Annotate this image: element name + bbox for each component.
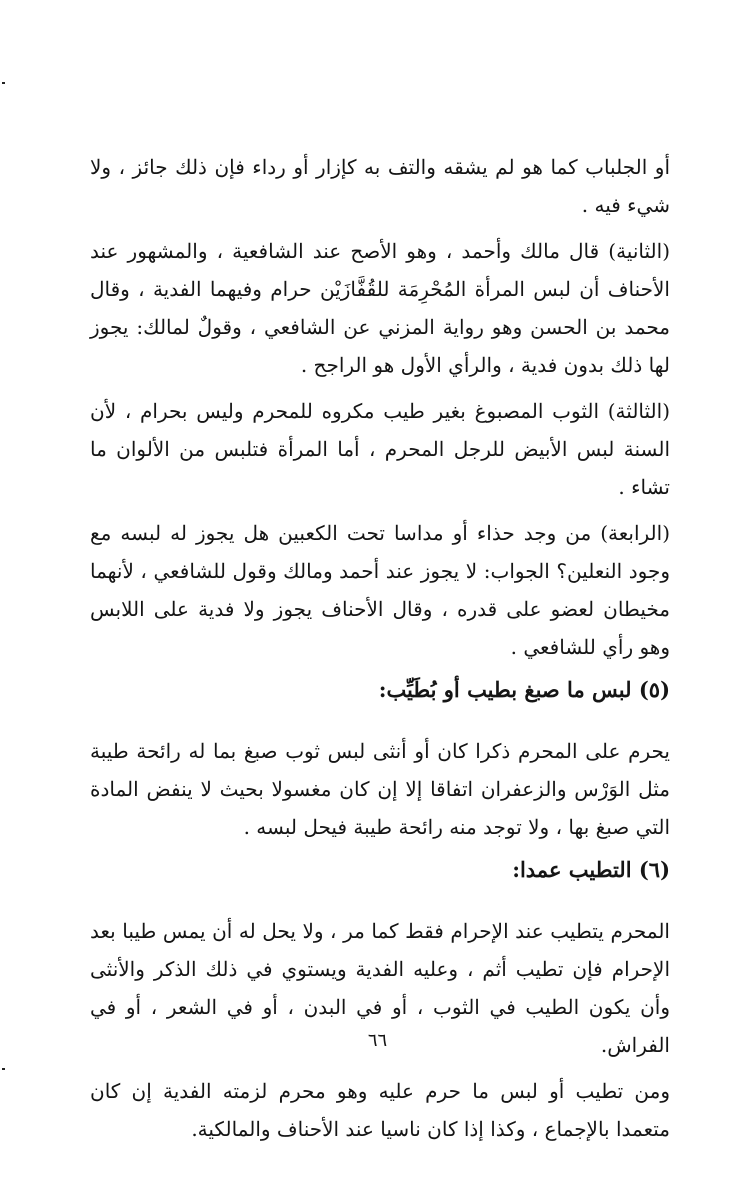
section-5-body: يحرم على المحرم ذكرا كان أو أنثى لبس ثوب صبغ بما له رائحة طيبة مثل الوَرْس والزعفران اتفاقا إلا إن كان مغسولا بحيث لا ينفض المادة التي صبغ بها ، ولا توجد منه رائحة طيبة فيحل لبسه . [90,739,670,839]
page-number: ٦٦ [367,1030,388,1051]
paragraph-third-case: (الثالثة) الثوب المصبوغ بغير طيب مكروه للمحرم وليس بحرام ، لأن السنة لبس الأبيض للرجل المحرم ، أما المرأة فتلبس من الألوان ما تشاء . [90,399,670,499]
section-6-heading: (٦) التطيب عمدا: [512,857,670,882]
section-5-heading: (٥) لبس ما صبغ بطيب أو بُطَيِّب: [378,677,670,702]
paragraph-second-case: (الثانية) قال مالك وأحمد ، وهو الأصح عند الشافعية ، والمشهور عند الأحناف أن لبس المرأة المُحْرِمَة للقُفَّازَيْن حرام وفيهما الفدية ، وقال محمد بن الحسن وهو رواية المزني عن الشافعي ، وقولٌ لمالك: يجوز لها ذلك بدون فدية ، والرأي الأول هو الراجح . [90,239,671,377]
section-6-body-1: المحرم يتطيب عند الإحرام فقط كما مر ، ولا يحل له أن يمس طيبا بعد الإحرام فإن تطيب أثم ، وعليه الفدية ويستوي في ذلك الذكر والأنثى وأن يكون الطيب في الثوب ، أو في البدن ، أو في الشعر ، أو في الفراش. [90,919,670,1057]
paragraph-fourth-case: (الرابعة) من وجد حذاء أو مداسا تحت الكعبين هل يجوز له لبسه مع وجود النعلين؟ الجواب: لا يجوز عند أحمد ومالك وقول للشافعي ، لأنهما مخيطان لعضو على قدره ، وقال الأحناف يجوز ولا فدية على اللابس وهو رأي للشافعي . [90,521,670,659]
scan-edge-mark-top [2,82,5,84]
scan-edge-mark-bottom [2,1068,5,1070]
page-body [90,148,670,1148]
section-6-body-2: ومن تطيب أو لبس ما حرم عليه وهو محرم لزمته الفدية إن كان متعمدا بالإجماع ، وكذا إذا كان ناسيا عند الأحناف والمالكية. [90,1079,670,1141]
paragraph-continuation: أو الجلباب كما هو لم يشقه والتف به كإزار أو رداء فإن ذلك جائز ، ولا شيء فيه . [90,155,670,217]
